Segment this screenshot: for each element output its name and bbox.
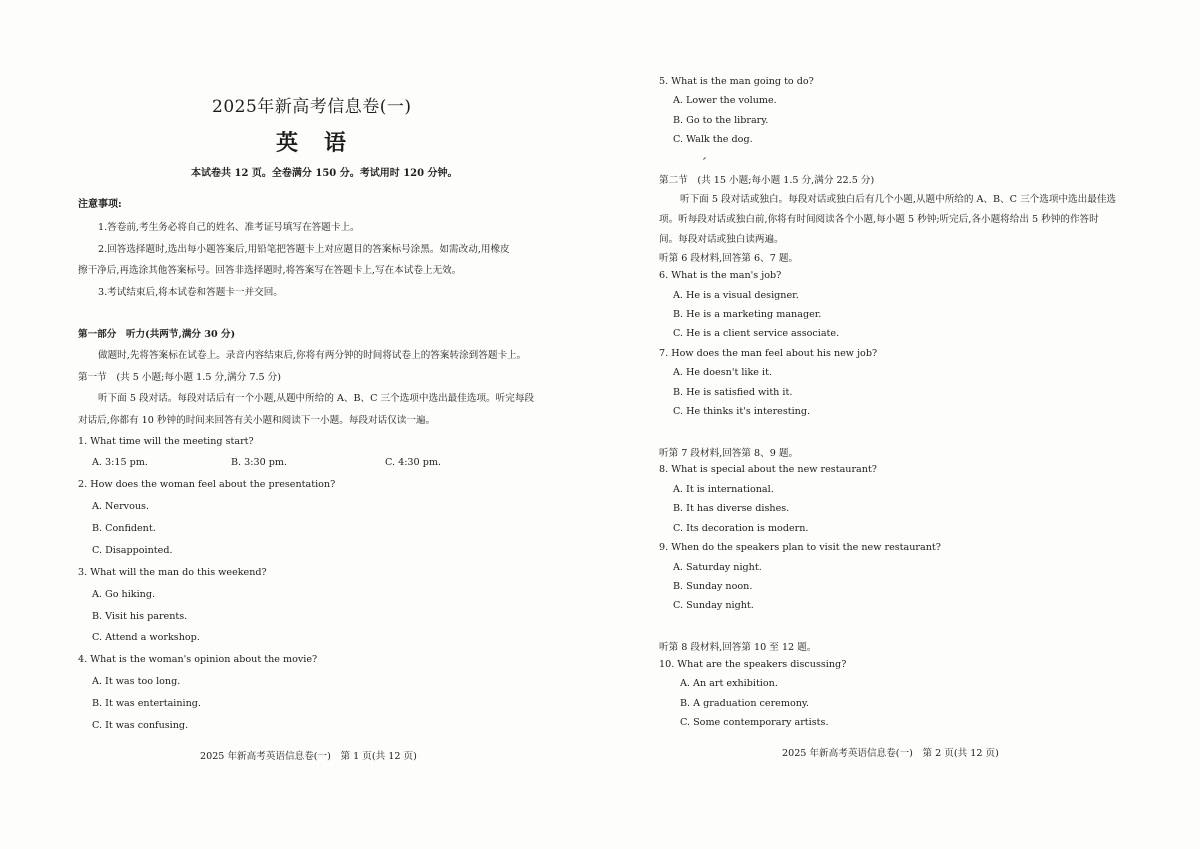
- q10-option-c: C. Some contemporary artists.: [680, 717, 829, 728]
- question-2: 2. How does the woman feel about the presentation?: [78, 479, 336, 490]
- notice-item-3: 3.考试结束后,将本试卷和答题卡一并交回。: [98, 287, 283, 298]
- question-10: 10. What are the speakers discussing?: [659, 659, 847, 670]
- q7-option-c: C. He thinks it's interesting.: [673, 406, 811, 417]
- section2-instructions-line-2: 项。听每段对话或独白前,你将有时间阅读各个小题,每小题 5 秒钟;听完后,各小题将给出 5 秒钟的作答时: [659, 214, 1099, 225]
- section2-heading: 第二节 (共 15 小题;每小题 1.5 分,满分 22.5 分): [659, 175, 875, 186]
- q8-option-c: C. Its decoration is modern.: [673, 523, 809, 534]
- q7-option-b: B. He is satisfied with it.: [673, 387, 793, 398]
- q5-option-b: B. Go to the library.: [673, 115, 769, 126]
- notice-item-1: 1.答卷前,考生务必将自己的姓名、准考证号填写在答题卡上。: [98, 222, 360, 233]
- question-5: 5. What is the man going to do?: [659, 76, 814, 87]
- q1-option-b: B. 3:30 pm.: [231, 457, 288, 468]
- q1-option-c: C. 4:30 pm.: [385, 457, 441, 468]
- q6-option-a: A. He is a visual designer.: [673, 290, 799, 301]
- section1-heading: 第一节 (共 5 小题;每小题 1.5 分,满分 7.5 分): [78, 372, 281, 383]
- q9-option-b: B. Sunday noon.: [673, 581, 753, 592]
- q4-option-a: A. It was too long.: [92, 676, 181, 687]
- notice-item-2-line-2: 擦干净后,再选涂其他答案标号。回答非选择题时,将答案写在答题卡上,写在本试卷上无效。: [78, 265, 462, 276]
- q2-option-a: A. Nervous.: [92, 501, 150, 512]
- question-4: 4. What is the woman's opinion about the movie?: [78, 654, 318, 665]
- q6-option-c: C. He is a client service associate.: [673, 328, 840, 339]
- q4-option-c: C. It was confusing.: [92, 720, 189, 731]
- page1-footer: 2025 年新高考英语信息卷(一) 第 1 页(共 12 页): [200, 751, 417, 762]
- section1-instructions-line-1: 听下面 5 段对话。每段对话后有一个小题,从题中所给的 A、B、C 三个选项中选出最佳选项。听完每段: [98, 393, 535, 404]
- section2-instructions-line-3: 间。每段对话或独白读两遍。: [659, 234, 784, 245]
- part1-heading: 第一部分 听力(共两节,满分 30 分): [78, 329, 236, 340]
- q3-option-a: A. Go hiking.: [92, 589, 156, 600]
- q2-option-b: B. Confident.: [92, 523, 156, 534]
- section2-instructions-line-1: 听下面 5 段对话或独白。每段对话或独白后有几个小题,从题中所给的 A、B、C 三个选项中选出最佳选: [680, 194, 1117, 205]
- question-9: 9. When do the speakers plan to visit the new restaurant?: [659, 542, 941, 553]
- q5-option-a: A. Lower the volume.: [673, 95, 777, 106]
- notice-item-2-line-1: 2.回答选择题时,选出每小题答案后,用铅笔把答题卡上对应题目的答案标号涂黑。如需改动,用橡皮: [98, 244, 510, 255]
- notice-heading: 注意事项:: [78, 199, 122, 210]
- material-6-heading: 听第 6 段材料,回答第 6、7 题。: [659, 253, 799, 264]
- q4-option-b: B. It was entertaining.: [92, 698, 201, 709]
- part1-instructions: 做题时,先将答案标在试卷上。录音内容结束后,你将有两分钟的时间将试卷上的答案转涂到答题卡上。: [98, 350, 527, 361]
- question-3: 3. What will the man do this weekend?: [78, 567, 267, 578]
- exam-info: 本试卷共 12 页。全卷满分 150 分。考试用时 120 分钟。: [191, 168, 458, 179]
- material-8-heading: 听第 8 段材料,回答第 10 至 12 题。: [659, 642, 817, 653]
- q5-option-c: C. Walk the dog.: [673, 134, 753, 145]
- page2-footer: 2025 年新高考英语信息卷(一) 第 2 页(共 12 页): [782, 748, 999, 759]
- q8-option-a: A. It is international.: [673, 484, 774, 495]
- material-7-heading: 听第 7 段材料,回答第 8、9 题。: [659, 448, 799, 459]
- question-8: 8. What is special about the new restaurant?: [659, 464, 877, 475]
- q6-option-b: B. He is a marketing manager.: [673, 309, 822, 320]
- q10-option-a: A. An art exhibition.: [680, 678, 778, 689]
- question-7: 7. How does the man feel about his new job?: [659, 348, 878, 359]
- exam-title: 2025年新高考信息卷(一): [212, 97, 412, 117]
- question-1: 1. What time will the meeting start?: [78, 436, 254, 447]
- question-6: 6. What is the man's job?: [659, 270, 782, 281]
- section1-instructions-line-2: 对话后,你都有 10 秒钟的时间来回答有关小题和阅读下一小题。每段对话仅读一遍。: [78, 415, 436, 426]
- q7-option-a: A. He doesn't like it.: [673, 367, 773, 378]
- q9-option-c: C. Sunday night.: [673, 600, 754, 611]
- q10-option-b: B. A graduation ceremony.: [680, 698, 810, 709]
- q2-option-c: C. Disappointed.: [92, 545, 173, 556]
- subject-heading: 英语: [276, 130, 373, 156]
- q3-option-c: C. Attend a workshop.: [92, 632, 200, 643]
- scan-mark: [703, 157, 706, 160]
- q1-option-a: A. 3:15 pm.: [92, 457, 148, 468]
- q9-option-a: A. Saturday night.: [673, 562, 762, 573]
- q8-option-b: B. It has diverse dishes.: [673, 503, 790, 514]
- q3-option-b: B. Visit his parents.: [92, 611, 188, 622]
